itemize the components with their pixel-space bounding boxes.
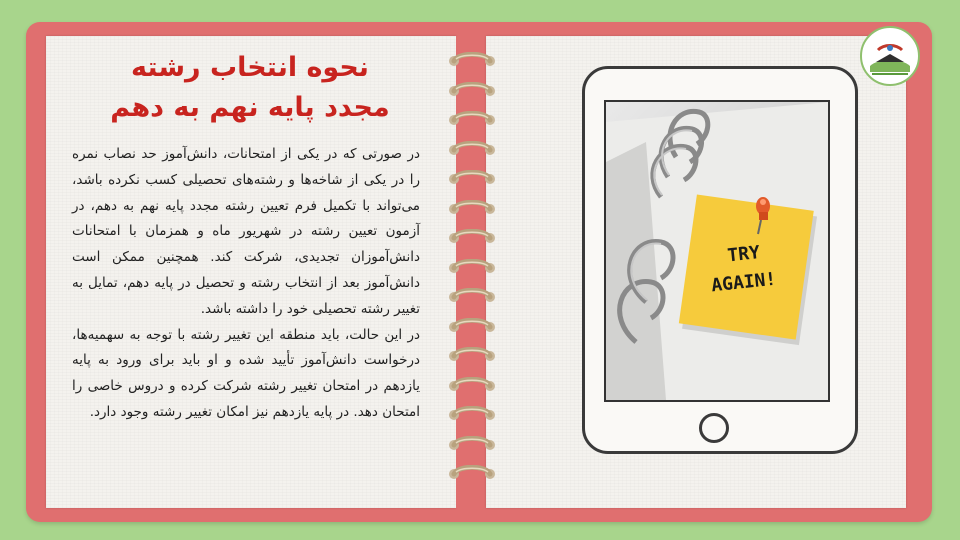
slide-title	[60, 48, 440, 128]
title-line-2: مجدد پایه نهم به دهم	[110, 92, 390, 123]
spiral-ring	[444, 229, 500, 247]
note-text-line-2: AGAIN!	[710, 268, 778, 297]
spiral-ring	[444, 347, 500, 365]
paragraph-1: در صورتی که در یکی از امتحانات، دانش‌آموز حد نصاب نمره را در یکی از شاخه‌ها و رشته‌های تحصیلی کسب نکرده باشد، می‌تواند با تکمیل فرم تعیین رشته مجدد پایه نهم به دهم، در آزمون تعیین رشته در شهریور ماه و همزمان با امتحانات دانش‌آموزان تجدیدی، شرکت کند. همچنین ممکن است دانش‌آموز بعد از انتخاب رشته و تحصیل در پایه دهم، تمایل به تغییر رشته تحصیلی خود را داشته باشد.	[72, 146, 420, 317]
spiral-ring	[444, 111, 500, 129]
body-text	[72, 142, 420, 426]
spiral-ring	[444, 465, 500, 483]
note-text-line-1: TRY	[726, 242, 761, 267]
spiral-ring	[444, 318, 500, 336]
spiral-ring	[444, 82, 500, 100]
spiral-binding	[444, 52, 500, 502]
school-logo	[860, 26, 920, 86]
photo-illustration	[606, 102, 828, 400]
spiral-ring	[444, 259, 500, 277]
try-again-photo	[604, 100, 830, 402]
spiral-ring	[444, 436, 500, 454]
title-line-1: نحوه انتخاب رشته	[131, 52, 369, 83]
spiral-ring	[444, 377, 500, 395]
spiral-ring	[444, 288, 500, 306]
spiral-ring	[444, 52, 500, 70]
spiral-ring	[444, 406, 500, 424]
spiral-ring	[444, 170, 500, 188]
tablet-home-button	[699, 413, 729, 443]
paragraph-2: در این حالت، باید منطقه این تغییر رشته با توجه به سهمیه‌ها، درخواست دانش‌آموز تأیید شده و او باید برای ورود به پایه یازدهم در امتحان تغییر رشته شرکت کرده و دروس خاصی را امتحان دهد. در پایه یازدهم نیز امکان تغییر رشته وجود دارد.	[72, 326, 420, 420]
spiral-ring	[444, 200, 500, 218]
spiral-ring	[444, 141, 500, 159]
logo-emblem-icon	[862, 28, 918, 84]
